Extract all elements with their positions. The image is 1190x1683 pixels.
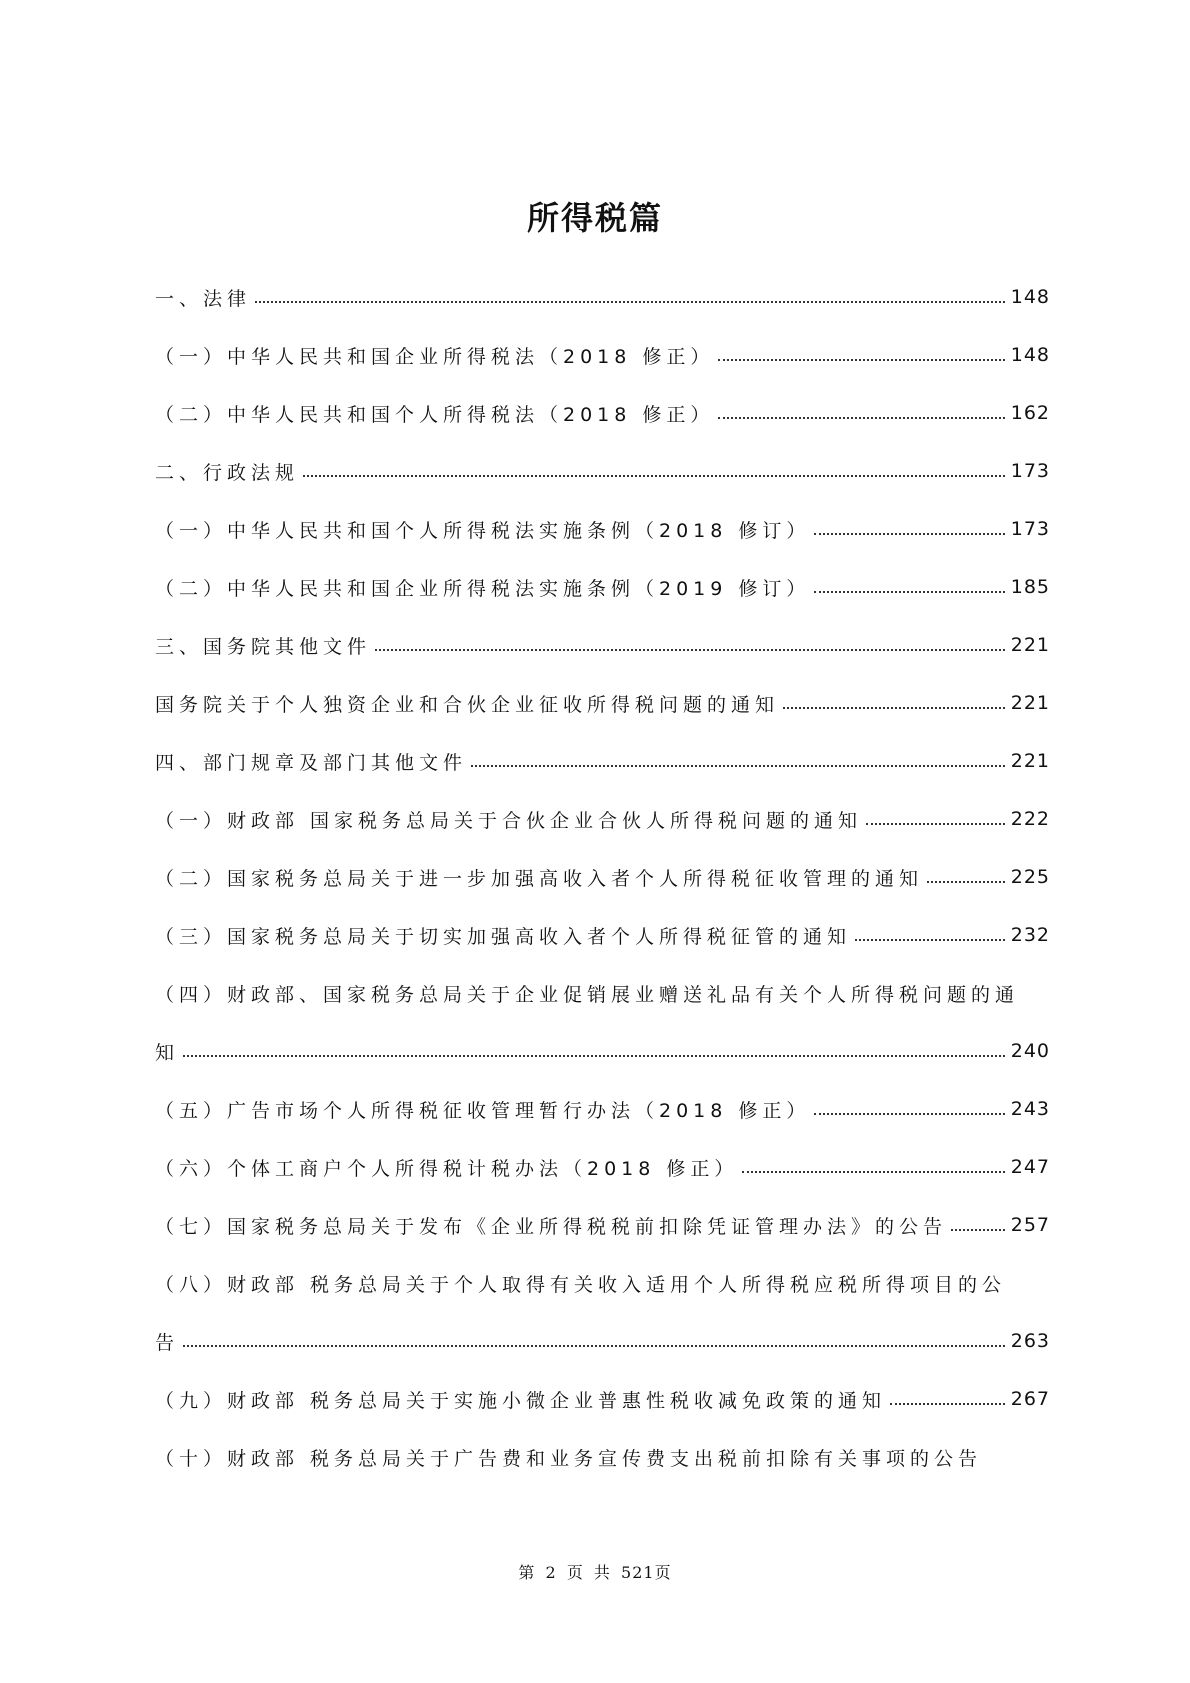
toc-entry-page: 221 [1010,634,1050,656]
toc-entry-page: 240 [1010,1040,1050,1062]
toc-entry-page: 185 [1010,576,1050,598]
toc-entry-page: 225 [1010,866,1050,888]
dot-leader [814,591,1004,593]
dot-leader [183,1345,1005,1347]
toc-entry[interactable] [155,906,1050,964]
toc-entry-label: （四）财政部、国家税务总局关于企业促销展业赠送礼品有关个人所得税问题的通 [155,983,1020,1006]
toc-entry-page: 267 [1010,1388,1050,1410]
toc-entry-label: （五）广告市场个人所得税征收管理暂行办法（2018 修正） [155,1099,811,1122]
page-title: 所得税篇 [526,199,663,237]
footer-total-pages: 521页 [621,1563,672,1582]
toc-entry-page: 221 [1010,692,1050,714]
toc-entry-label: （三）国家税务总局关于切实加强高收入者个人所得税征管的通知 [155,925,852,948]
toc-entry-page: 222 [1010,808,1050,830]
toc-entry[interactable] [155,1080,1050,1138]
dot-leader [375,649,1005,651]
toc-entry-page: 232 [1010,924,1050,946]
dot-leader [718,359,1004,361]
toc-entry-page: 221 [1010,750,1050,772]
footer-prefix: 第 [518,1563,536,1582]
dot-leader [951,1229,1005,1231]
toc-entry-wrapped-line[interactable] [155,1254,1050,1312]
toc-entry[interactable] [155,1138,1050,1196]
toc-entry[interactable] [155,384,1050,442]
toc-entry-page: 263 [1010,1330,1050,1352]
toc-entry-label: （十）财政部 税务总局关于广告费和业务宣传费支出税前扣除有关事项的公告 [155,1447,983,1470]
table-of-contents [155,268,1050,1486]
toc-entry[interactable] [155,616,1050,674]
dot-leader [783,707,1005,709]
toc-entry-label: （八）财政部 税务总局关于个人取得有关收入适用个人所得税应税所得项目的公 [155,1273,1007,1296]
toc-entry[interactable] [155,732,1050,790]
toc-entry-label: （九）财政部 税务总局关于实施小微企业普惠性税收减免政策的通知 [155,1389,887,1412]
dot-leader [183,1055,1005,1057]
toc-entry-label: （二）中华人民共和国个人所得税法（2018 修正） [155,403,715,426]
dot-leader [814,1113,1004,1115]
toc-entry-label: （二）国家税务总局关于进一步加强高收入者个人所得税征收管理的通知 [155,867,924,890]
toc-entry[interactable] [155,1312,1050,1370]
toc-entry[interactable] [155,848,1050,906]
toc-entry-page: 148 [1010,344,1050,366]
toc-entry-label: （七）国家税务总局关于发布《企业所得税税前扣除凭证管理办法》的公告 [155,1215,948,1238]
toc-entry-label: （六）个体工商户个人所得税计税办法（2018 修正） [155,1157,739,1180]
toc-entry-label-continued: 知 [155,1041,180,1064]
toc-entry[interactable] [155,500,1050,558]
footer-total-word: 共 [593,1563,611,1582]
dot-leader [255,301,1005,303]
dot-leader [471,765,1005,767]
footer-page-word: 页 [566,1563,584,1582]
toc-entry-label: 三、国务院其他文件 [155,635,372,658]
dot-leader [718,417,1004,419]
toc-entry-label: 四、部门规章及部门其他文件 [155,751,468,774]
toc-entry-label-continued: 告 [155,1331,180,1354]
dot-leader [742,1171,1004,1173]
dot-leader [303,475,1005,477]
toc-entry[interactable] [155,326,1050,384]
toc-entry[interactable] [155,790,1050,848]
dot-leader [855,939,1005,941]
toc-entry[interactable] [155,442,1050,500]
page-footer [0,1560,1190,1583]
toc-entry-page: 173 [1010,460,1050,482]
toc-entry-page: 173 [1010,518,1050,540]
toc-entry[interactable] [155,558,1050,616]
toc-entry-label: （一）财政部 国家税务总局关于合伙企业合伙人所得税问题的通知 [155,809,863,832]
toc-entry[interactable] [155,674,1050,732]
dot-leader [890,1403,1005,1405]
toc-entry-wrapped-line[interactable] [155,1428,1050,1486]
dot-leader [927,881,1005,883]
toc-entry[interactable] [155,1370,1050,1428]
toc-entry-label: 二、行政法规 [155,461,300,484]
toc-entry-page: 148 [1010,286,1050,308]
dot-leader [866,823,1005,825]
toc-entry-page: 247 [1010,1156,1050,1178]
toc-entry-wrapped-line[interactable] [155,964,1050,1022]
toc-entry-label: （二）中华人民共和国企业所得税法实施条例（2019 修订） [155,577,811,600]
toc-entry-page: 162 [1010,402,1050,424]
footer-current-page: 2 [545,1563,557,1582]
toc-entry-label: （一）中华人民共和国企业所得税法（2018 修正） [155,345,715,368]
dot-leader [814,533,1004,535]
toc-entry-label: 一、法律 [155,287,252,310]
toc-entry[interactable] [155,1022,1050,1080]
toc-entry[interactable] [155,1196,1050,1254]
toc-entry-page: 243 [1010,1098,1050,1120]
toc-entry-label: 国务院关于个人独资企业和合伙企业征收所得税问题的通知 [155,693,780,716]
toc-entry-page: 257 [1010,1214,1050,1236]
toc-entry-label: （一）中华人民共和国个人所得税法实施条例（2018 修订） [155,519,811,542]
toc-entry[interactable] [155,268,1050,326]
